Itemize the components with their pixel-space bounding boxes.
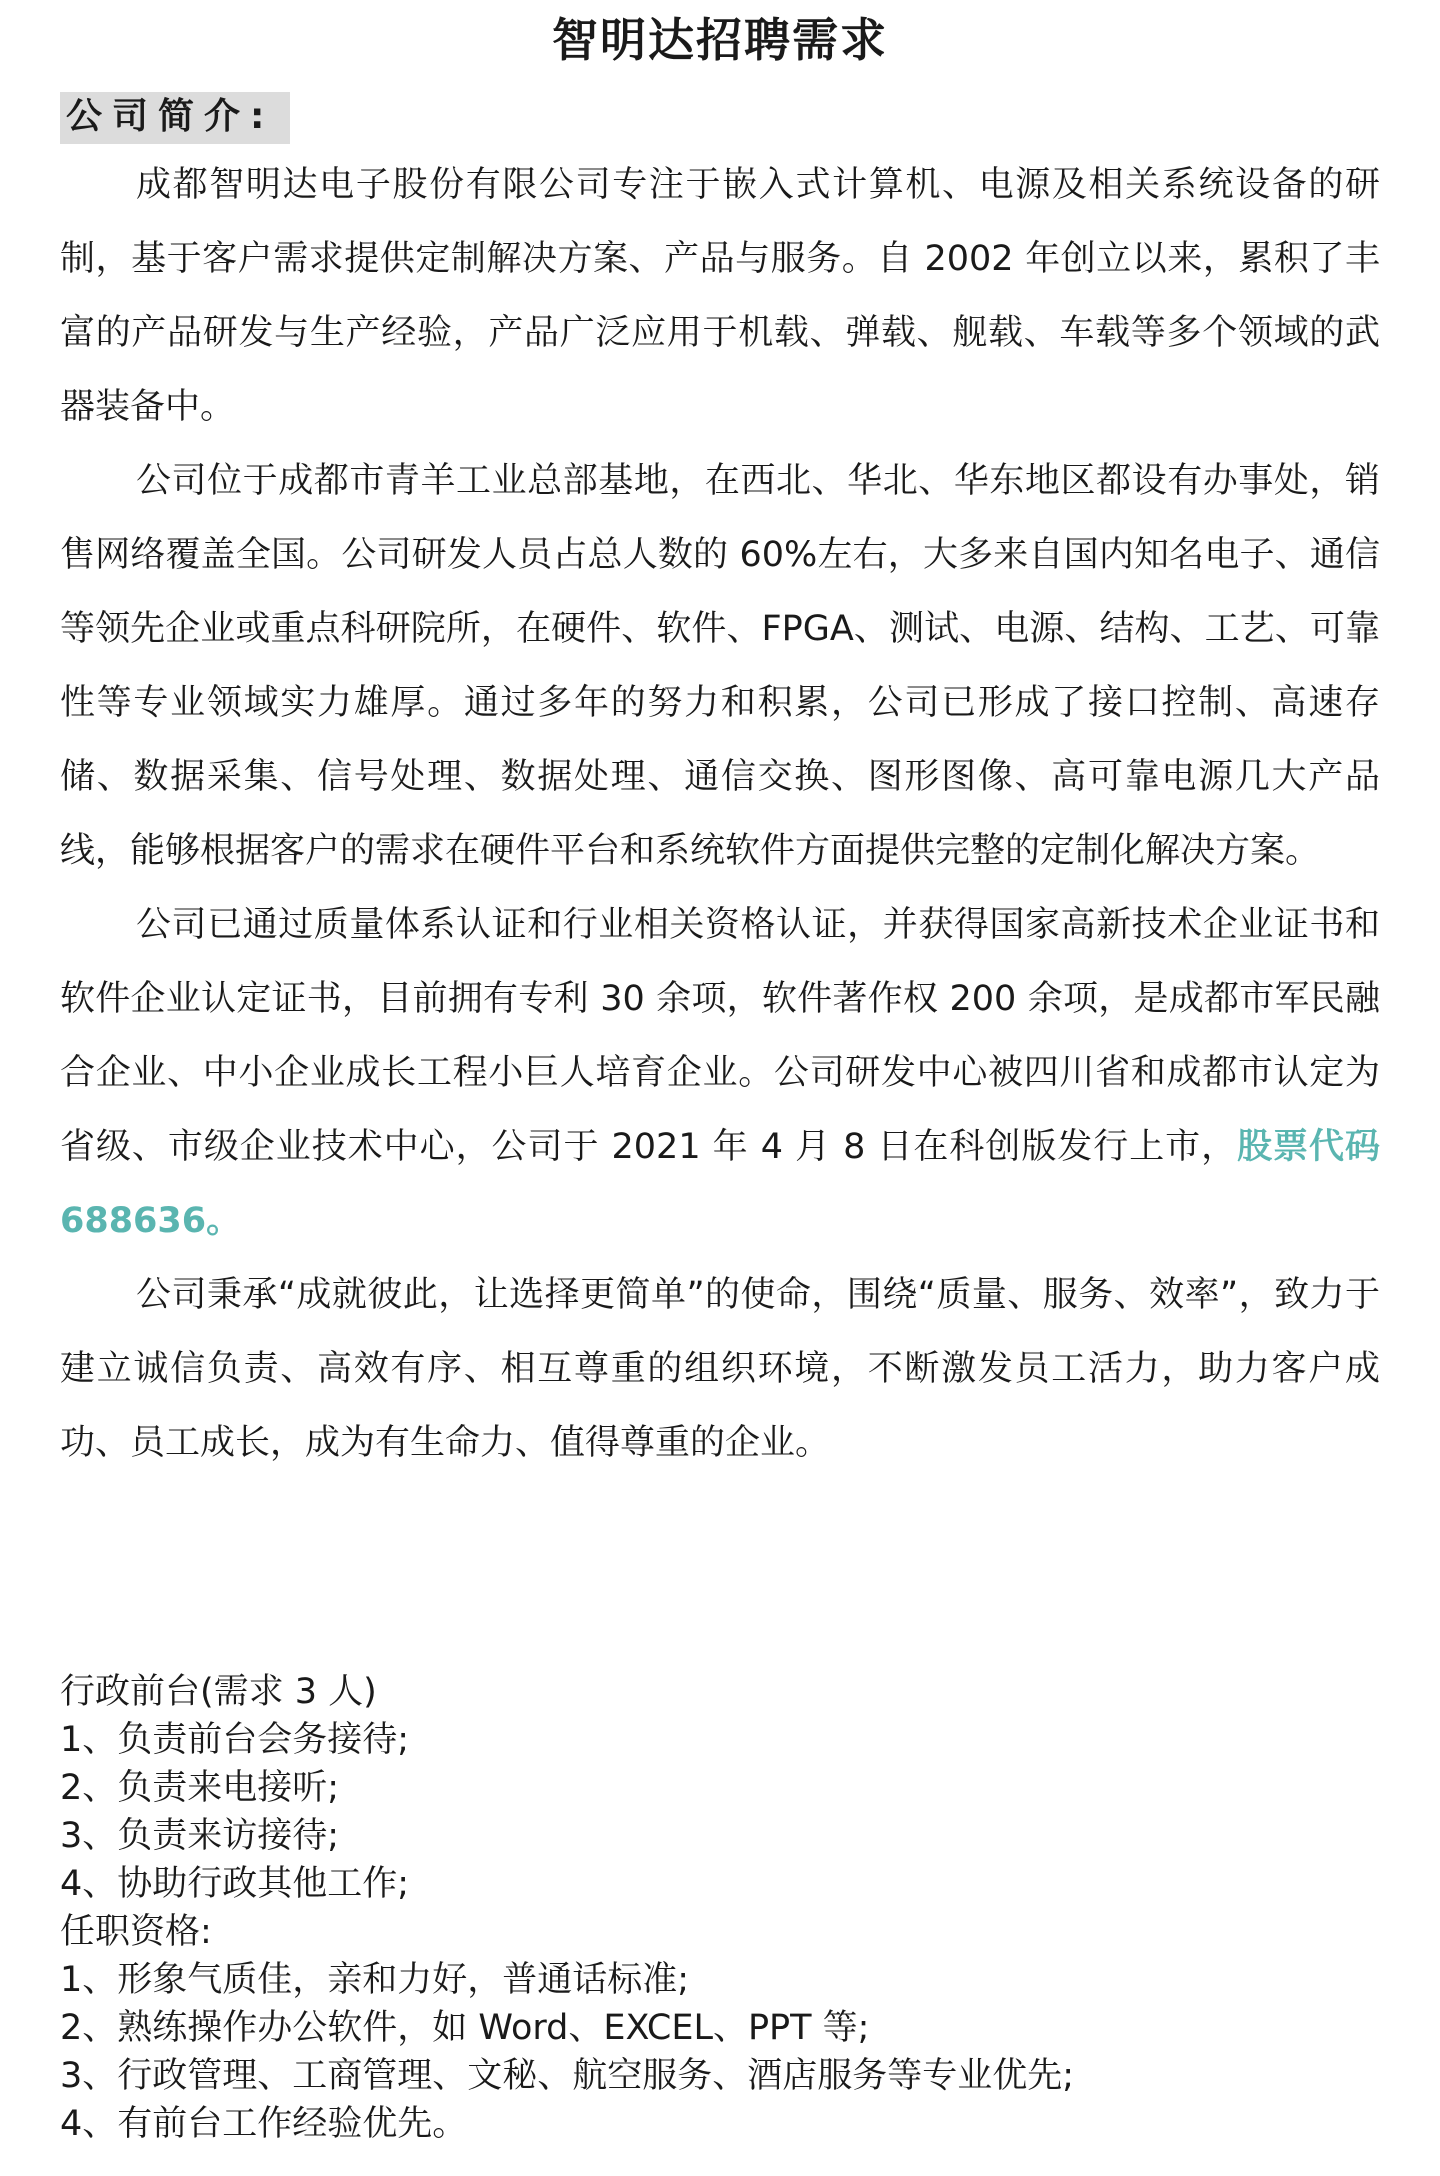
qualification-item: 4、有前台工作经验优先。: [60, 2104, 468, 2144]
page-title: 智明达招聘需求: [552, 13, 888, 67]
qualification-item: 3、行政管理、工商管理、文秘、航空服务、酒店服务等专业优先;: [60, 2056, 1075, 2096]
qualification-item: 1、形象气质佳，亲和力好，普通话标准;: [60, 1960, 690, 2000]
intro-paragraph-4: 公司秉承“成就彼此，让选择更简单”的使命，围绕“质量、服务、效率”，致力于建立诚信负责、高效有序、相互尊重的组织环境，不断激发员工活力，助力客户成功、员工成长，成为有生命力、值得尊重的企业。: [60, 1275, 1380, 1463]
intro-paragraph-3: [60, 888, 1380, 1258]
duty-item: 3、负责来访接待;: [60, 1816, 340, 1856]
intro-paragraph-3-text: 公司已通过质量体系认证和行业相关资格认证，并获得国家高新技术企业证书和软件企业认定证书，目前拥有专利 30 余项，软件著作权 200 余项，是成都市军民融合企业、中小企业成长工程小巨人培育企业。公司研发中心被四川省和成都市认定为省级、市级企业技术中心，公司于 2021 年 4 月 8 日在科创版发行上市，: [60, 905, 1380, 1167]
duty-item: 4、协助行政其他工作;: [60, 1864, 410, 1904]
company-intro: [60, 148, 1380, 1480]
job-posting: [60, 1668, 1380, 2148]
qualification-item: 2、熟练操作办公软件，如 Word、EXCEL、PPT 等;: [60, 2008, 870, 2048]
duty-item: 2、负责来电接听;: [60, 1768, 340, 1808]
stock-code: 股票代码 688636。: [60, 1127, 1380, 1241]
intro-paragraph-2: 公司位于成都市青羊工业总部基地，在西北、华北、华东地区都设有办事处，销售网络覆盖全国。公司研发人员占总人数的 60%左右，大多来自国内知名电子、通信等领先企业或重点科研院所，在硬件、软件、FPGA、测试、电源、结构、工艺、可靠性等专业领域实力雄厚。通过多年的努力和积累，公司已形成了接口控制、高速存储、数据采集、信号处理、数据处理、通信交换、图形图像、高可靠电源几大产品线，能够根据客户的需求在硬件平台和系统软件方面提供完整的定制化解决方案。: [60, 461, 1380, 871]
intro-paragraph-1: 成都智明达电子股份有限公司专注于嵌入式计算机、电源及相关系统设备的研制，基于客户需求提供定制解决方案、产品与服务。自 2002 年创立以来，累积了丰富的产品研发与生产经验，产品广泛应用于机载、弹载、舰载、车载等多个领域的武器装备中。: [60, 165, 1380, 427]
duty-item: 1、负责前台会务接待;: [60, 1720, 410, 1760]
qualification-title: 任职资格:: [60, 1912, 212, 1952]
company-intro-label: 公司简介:: [60, 92, 290, 144]
job-title: 行政前台(需求 3 人): [60, 1672, 377, 1712]
